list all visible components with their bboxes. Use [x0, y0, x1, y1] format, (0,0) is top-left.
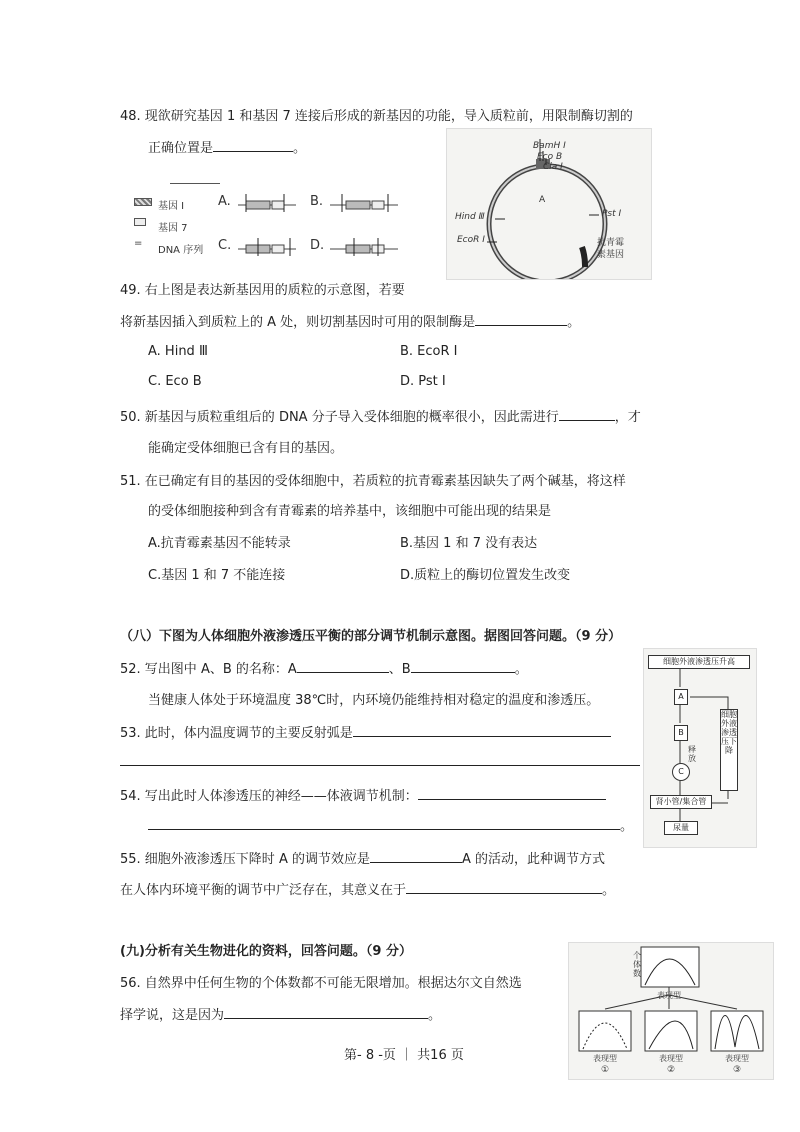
gene1-swatch-icon	[134, 198, 152, 206]
legend-divider	[170, 183, 220, 184]
option-b-diagram	[330, 192, 400, 214]
flow-box-urine: 尿量	[664, 821, 698, 835]
q48-end: 。	[293, 141, 307, 156]
option-b-label: B.	[310, 194, 324, 209]
q51-option-a: A.抗青霉素基因不能转录	[148, 536, 291, 551]
site-clai: Cla I	[543, 162, 563, 172]
legend-gene1: 基因 I	[158, 201, 185, 212]
q51-option-c: C.基因 1 和 7 不能连接	[148, 568, 286, 583]
q49-answer-blank[interactable]	[475, 313, 567, 326]
flow-box-side: 细胞外液渗透压下降	[720, 709, 738, 791]
option-d-diagram	[330, 236, 400, 258]
site-ecob: Eco B	[537, 152, 563, 162]
section-8-title: （八）下图为人体细胞外液渗透压平衡的部分调节机制示意图。据图回答问题。（9 分）	[120, 629, 622, 644]
q55-text-2: 在人体内环境平衡的调节中广泛存在，其意义在于	[120, 883, 407, 898]
q48-line2	[148, 137, 306, 156]
gene-options-figure	[130, 180, 420, 270]
site-a: A	[539, 195, 546, 205]
option-a-label: A.	[218, 194, 231, 209]
q56-line1: 56. 自然界中任何生物的个体数都不可能无限增加。根据达尔文自然选	[120, 976, 522, 991]
resistance-gene-label: 抗青霉	[597, 238, 625, 248]
site-bamhi: BamH I	[533, 141, 566, 151]
legend-dna: DNA 序列	[158, 245, 204, 256]
q52-mid: 、B	[388, 662, 411, 677]
q48-line1: 48. 现欲研究基因 1 和基因 7 连接后形成的新基因的功能，导入质粒前，用限制酶切割的	[120, 109, 633, 124]
site-psti: Pst I	[602, 209, 622, 219]
q55-text: 55. 细胞外液渗透压下降时 A 的调节效应是	[120, 852, 370, 867]
q52-answer-b[interactable]	[411, 660, 515, 673]
q51-option-b: B.基因 1 和 7 没有表达	[400, 536, 538, 551]
flow-release-label: 释放	[688, 745, 696, 763]
q56-end: 。	[428, 1008, 442, 1023]
evolution-figure	[568, 942, 774, 1080]
q53-answer-line-2[interactable]	[120, 765, 640, 766]
flow-box-top: 细胞外液渗透压升高	[648, 655, 750, 669]
section-9-title: (九)分析有关生物进化的资料，回答问题。（9 分）	[120, 944, 412, 959]
evo-num-3: ③	[733, 1065, 742, 1075]
option-a-diagram	[238, 192, 298, 214]
q50-line1	[120, 406, 641, 425]
q55-end: 。	[602, 883, 616, 898]
q53-line1	[120, 722, 611, 741]
q53-answer-blank[interactable]	[353, 724, 611, 737]
q50-end: ，才	[614, 410, 641, 425]
evo-xlabel-1: 表现型	[593, 1054, 617, 1063]
q51-option-d: D.质粒上的酶切位置发生改变	[400, 568, 571, 583]
q52-end: 。	[514, 662, 528, 677]
evo-num-2: ②	[667, 1065, 676, 1075]
q55-line2	[120, 879, 615, 898]
gene7-swatch-icon	[134, 218, 146, 226]
site-ecori: EcoR I	[457, 235, 485, 245]
q55-answer-blank[interactable]	[370, 850, 462, 863]
q56-text: 择学说，这是因为	[120, 1008, 225, 1023]
flow-box-a: A	[674, 689, 688, 705]
q54-line2	[148, 815, 633, 834]
evo-ylabel-top: 个体数	[633, 951, 641, 978]
q56-answer-blank[interactable]	[224, 1006, 428, 1019]
q52-line1	[120, 658, 528, 677]
q54-answer-blank-2[interactable]	[148, 817, 620, 830]
q51-line2: 的受体细胞接种到含有青霉素的培养基中，该细胞中可能出现的结果是	[148, 504, 552, 519]
q54-line1	[120, 785, 606, 804]
evo-xlabel-2: 表现型	[659, 1054, 683, 1063]
dna-swatch-icon: =	[134, 238, 143, 249]
q55-answer-blank-2[interactable]	[406, 881, 602, 894]
evo-xlabel-top: 表现型	[657, 991, 681, 1000]
q50-text: 50. 新基因与质粒重组后的 DNA 分子导入受体细胞的概率很小，因此需进行	[120, 410, 559, 425]
q48-text: 正确位置是	[148, 141, 214, 156]
option-c-label: C.	[218, 238, 232, 253]
option-c-diagram	[238, 236, 298, 258]
q52-answer-a[interactable]	[297, 660, 389, 673]
q49-option-c: C. Eco B	[148, 374, 202, 389]
q49-option-d: D. Pst I	[400, 374, 446, 389]
q55-line1	[120, 848, 605, 867]
q54-text: 54. 写出此时人体渗透压的神经——体液调节机制：	[120, 789, 418, 804]
evo-xlabel-3: 表现型	[725, 1054, 749, 1063]
q49-line2	[120, 311, 580, 330]
page-footer: 第- 8 -页 ｜ 共16 页	[344, 1048, 464, 1063]
osmotic-regulation-figure	[643, 648, 757, 848]
q55-mid: A 的活动，此种调节方式	[461, 852, 605, 867]
q52-text: 52. 写出图中 A、B 的名称：A	[120, 662, 297, 677]
legend-gene7: 基因 7	[158, 223, 188, 234]
flow-arrows	[644, 649, 756, 847]
site-hindiii: Hind Ⅲ	[455, 212, 485, 222]
flow-box-b: B	[674, 725, 688, 741]
flow-circle-c: C	[672, 763, 690, 781]
q49-option-b: B. EcoR I	[400, 344, 458, 359]
q53-text: 53. 此时，体内温度调节的主要反射弧是	[120, 726, 353, 741]
flow-box-kidney: 肾小管/集合管	[650, 795, 712, 809]
q51-line1: 51. 在已确定有目的基因的受体细胞中，若质粒的抗青霉素基因缺失了两个碱基，将这样	[120, 474, 626, 489]
q50-answer-blank[interactable]	[559, 408, 615, 421]
q54-answer-blank[interactable]	[418, 787, 606, 800]
evo-num-1: ①	[601, 1065, 610, 1075]
plasmid-figure	[446, 128, 652, 280]
option-d-label: D.	[310, 238, 325, 253]
q48-answer-blank[interactable]	[213, 139, 293, 152]
q52-line2: 当健康人体处于环境温度 38℃时，内环境仍能维持相对稳定的温度和渗透压。	[148, 693, 600, 708]
q49-line1: 49. 右上图是表达新基因用的质粒的示意图，若要	[120, 283, 405, 298]
q54-end: 。	[620, 819, 634, 834]
q56-line2	[120, 1004, 441, 1023]
q49-text: 将新基因插入到质粒上的 A 处，则切割基因时可用的限制酶是	[120, 315, 476, 330]
q50-line2: 能确定受体细胞已含有目的基因。	[148, 441, 344, 456]
q49-end: 。	[567, 315, 581, 330]
resistance-gene-label-2: 素基因	[597, 250, 625, 260]
q49-option-a: A. Hind Ⅲ	[148, 344, 208, 359]
